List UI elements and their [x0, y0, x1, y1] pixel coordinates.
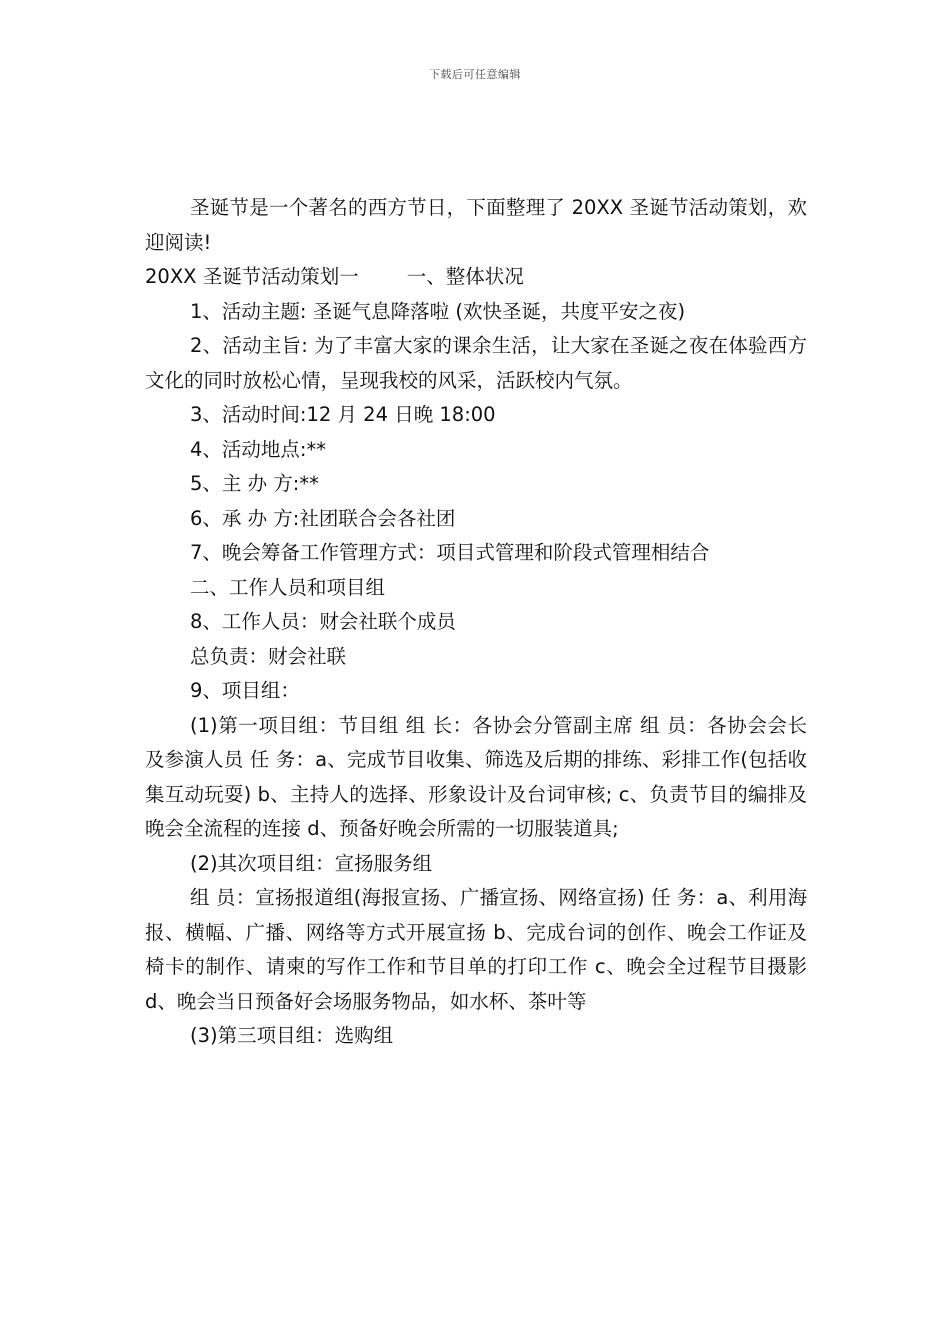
group-2-detail: 组 员：宣扬报道组(海报宣扬、广播宣扬、网络宣扬) 任 务：a、利用海报、横幅、广播、网络等方式开展宣扬 b、完成台词的创作、晚会工作证及椅卡的制作、请柬的写作工作和节目单的打印工作 c、晚会全过程节目摄影 d、晚会当日预备好会场服务物品，如水杯、茶叶等 — [145, 886, 807, 1013]
section-heading-2: 二、工作人员和项目组 — [190, 575, 386, 599]
intro-paragraph: 圣诞节是一个著名的西方节日，下面整理了 20XX 圣诞节活动策划，欢迎阅读! — [145, 196, 807, 254]
plan-title: 20XX 圣诞节活动策划一 — [145, 265, 359, 288]
group-1: (1)第一项目组：节目组 组 长：各协会分管副主席 组 员：各协会会长及参演人员 任 务：a、完成节目收集、筛选及后期的排练、彩排工作(包括收集互动玩耍) b、主持人的选择、形象设计及台词审核; c、负责节目的编排及晚会全流程的连接 d、预备好晚会所需的一切服装道具; — [145, 713, 807, 840]
section-heading-1: 一、整体状况 — [406, 265, 524, 288]
page-header: 下载后可任意编辑 — [429, 68, 521, 81]
group-3: (3)第三项目组：选购组 — [190, 1024, 394, 1047]
item-5: 5、主 办 方:** — [190, 472, 319, 495]
item-3: 3、活动时间:12 月 24 日晚 18:00 — [190, 403, 496, 426]
item-2: 2、活动主旨: 为了丰富大家的课余生活，让大家在圣诞之夜在体验西方文化的同时放松心情，呈现我校的风采，活跃校内气氛。 — [145, 334, 807, 392]
item-8: 8、工作人员：财会社联个成员 — [190, 610, 456, 633]
document-body — [145, 191, 807, 1054]
lead-line: 总负责：财会社联 — [190, 644, 347, 668]
plan-title-line — [145, 260, 807, 295]
item-9: 9、项目组： — [190, 679, 300, 702]
item-7: 7、晚会筹备工作管理方式：项目式管理和阶段式管理相结合 — [190, 541, 710, 564]
item-6: 6、承 办 方:社团联合会各社团 — [190, 506, 456, 530]
item-1: 1、活动主题: 圣诞气息降落啦 (欢快圣诞，共度平安之夜) — [190, 299, 686, 323]
group-2: (2)其次项目组：宣扬服务组 — [190, 851, 433, 875]
item-4: 4、活动地点:** — [190, 437, 326, 461]
